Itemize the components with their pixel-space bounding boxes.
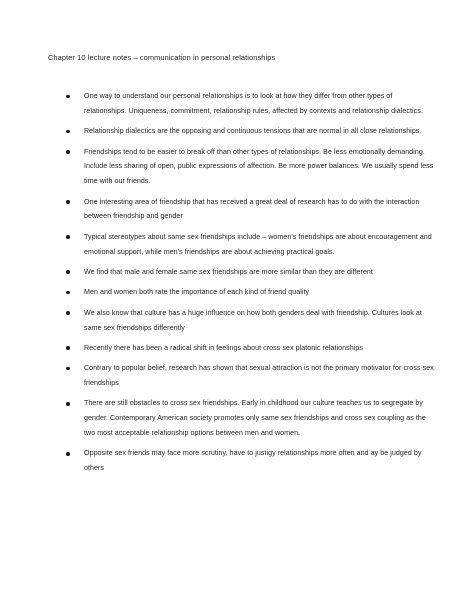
document-title: Chapter 10 lecture notes – communication in personal relationships xyxy=(48,53,276,62)
bullet-text: Opposite sex friends may face more scrutiny, have to justigy relationships more often and ay be judged by others xyxy=(84,449,422,473)
bullet-item xyxy=(66,265,436,280)
bullet-icon xyxy=(66,130,70,134)
bullet-icon xyxy=(66,402,70,406)
bullet-text: Relationship dialectics are the opposing and continuous tensions that are normal in all close relationships. xyxy=(84,127,422,136)
bullet-icon xyxy=(66,291,70,295)
bullet-text: One interesting area of friendship that has received a great deal of research has to do with the interaction between friendship and gender xyxy=(84,197,420,221)
bullet-list xyxy=(66,89,436,482)
bullet-item xyxy=(66,306,436,336)
bullet-text: Friendships tend to be easier to break off than other types of relationships. Be less emotionally demanding. Include less sharing of open, public expressions of affection. Be more power balances. We usually spend less time with our friends. xyxy=(84,147,434,186)
bullet-icon xyxy=(66,367,70,371)
bullet-item xyxy=(66,341,436,356)
bullet-icon xyxy=(66,346,70,350)
bullet-item xyxy=(66,361,436,391)
bullet-icon xyxy=(66,452,70,456)
bullet-icon xyxy=(66,200,70,204)
bullet-item xyxy=(66,230,436,260)
bullet-icon xyxy=(66,311,70,315)
bullet-text: One way to understand our personal relationships is to look at how they differ from other types of relationships. Uniqueness, commitment, relationship rules, affected by contexts and relationship dialectics. xyxy=(84,92,423,115)
bullet-text: Men and women both rate the importance of each kind of friend quality xyxy=(84,288,310,297)
bullet-text: Recently there has been a radical shift in feelings about cross sex platonic relationships xyxy=(84,343,363,352)
bullet-item xyxy=(66,446,436,476)
bullet-text: There are still obstacles to cross sex friendships. Early in childhood our culture teaches us to segregate by gender. Contemporary American society promotes only same sex friendships and cross sex coupling as the two most acceptable relationship options between men and women. xyxy=(84,399,426,438)
bullet-icon xyxy=(66,270,70,274)
bullet-item xyxy=(66,195,436,225)
bullet-icon xyxy=(66,95,70,99)
bullet-item xyxy=(66,145,436,189)
bullet-icon xyxy=(66,150,70,154)
bullet-item xyxy=(66,396,436,440)
bullet-text: We also know that culture has a huge influence on how both genders deal with friendship. Cultures look at same sex friendships differently xyxy=(84,308,422,332)
bullet-item xyxy=(66,124,436,139)
bullet-text: We find that male and female same sex friendships are more similar than they are different xyxy=(84,267,373,276)
bullet-text: Typical stereotypes about same sex friendships include – women’s friendships are about encouragement and emotional support, while men’s friendships are about achieving practical goals. xyxy=(84,232,432,256)
bullet-item xyxy=(66,285,436,300)
bullet-item xyxy=(66,89,436,119)
bullet-icon xyxy=(66,235,70,239)
bullet-text: Contrary to popular belief, research has shown that sexual attraction is not the primary motivator for cross sex friendships xyxy=(84,364,434,388)
